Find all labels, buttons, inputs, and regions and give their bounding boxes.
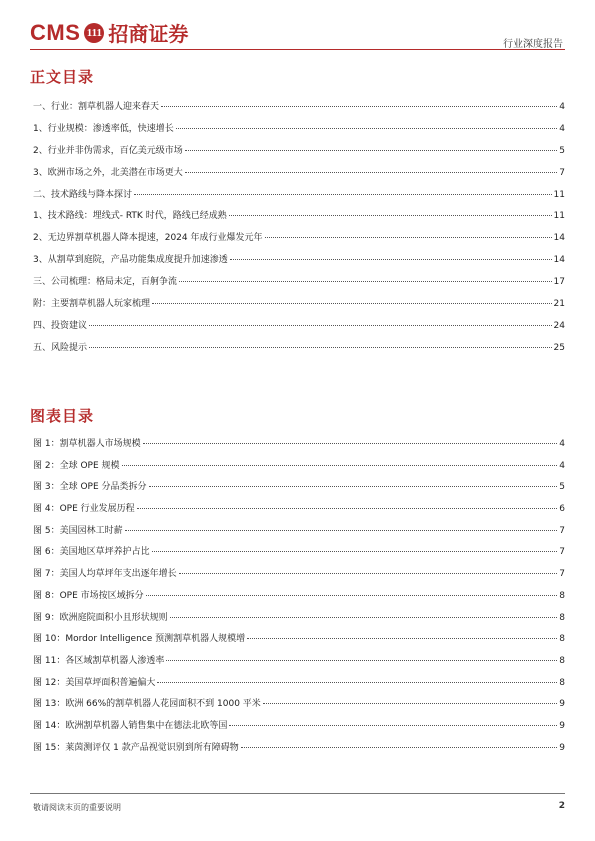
dot-leader [161, 106, 557, 107]
figure-entry-page: 4 [559, 439, 565, 449]
toc-entry-text: 3、从割草到庭院，产品功能集成度提升加速渗透 [33, 255, 228, 266]
figure-entry-page: 7 [559, 547, 565, 558]
dot-leader [134, 194, 552, 195]
footer-divider [30, 793, 565, 794]
toc-entry[interactable] [33, 208, 565, 230]
figure-entry-text: 图 14：欧洲割草机器人销售集中在德法北欧等国 [33, 720, 228, 731]
figure-entry[interactable] [33, 696, 565, 718]
figure-entry[interactable] [33, 740, 565, 762]
dot-leader [265, 237, 552, 238]
figure-entry-page: 7 [559, 569, 565, 580]
dot-leader [179, 281, 552, 282]
dot-leader [241, 747, 558, 748]
figure-entry-text: 图 6：美国地区草坪养护占比 [33, 547, 150, 558]
dot-leader [176, 128, 558, 129]
dot-leader [152, 303, 552, 304]
toc-entry-text: 五、风险提示 [33, 342, 88, 353]
toc-entry-page: 21 [553, 299, 565, 310]
figure-entry-page: 8 [559, 677, 565, 688]
toc-entry-text: 2、无边界割草机器人降本提速，2024 年成行业爆发元年 [33, 233, 263, 244]
toc-entry-text: 二、技术路线与降本探讨 [33, 189, 133, 200]
dot-leader [247, 638, 557, 639]
figure-entry-page: 9 [559, 699, 565, 710]
toc-entry-page: 7 [559, 167, 565, 178]
figures-title: 图表目录 [30, 407, 95, 425]
figure-entry-text: 图 12：美国草坪面积普遍偏大 [33, 677, 156, 688]
toc-entry[interactable] [33, 340, 565, 362]
figure-entry[interactable] [33, 566, 565, 588]
figure-entry[interactable] [33, 544, 565, 566]
figure-entry-page: 8 [559, 590, 565, 601]
toc-entry[interactable] [33, 318, 565, 340]
logo-latin-text: CMS [30, 19, 81, 45]
dot-leader [122, 465, 558, 466]
logo-badge-icon: 111 [84, 23, 104, 43]
figure-entry[interactable] [33, 436, 565, 458]
toc-entry[interactable] [33, 230, 565, 252]
toc-entry-page: 4 [559, 123, 565, 134]
page-header [30, 18, 565, 50]
toc-entry-page: 24 [553, 320, 565, 331]
figure-entry-text: 图 15：莱茵测评仅 1 款产品视觉识别到所有障碍物 [33, 742, 239, 753]
toc-entry[interactable] [33, 165, 565, 187]
figure-entry-text: 图 13：欧洲 66%的割草机器人花园面积不到 1000 平米 [33, 699, 261, 710]
figure-entry-text: 图 10：Mordor Intelligence 预测割草机器人规模增 [33, 634, 246, 645]
dot-leader [89, 347, 552, 348]
figure-entry-page: 7 [559, 525, 565, 536]
dot-leader [157, 682, 557, 683]
figure-entry[interactable] [33, 631, 565, 653]
dot-leader [229, 215, 552, 216]
toc-entry-text: 一、行业：割草机器人迎来春天 [33, 102, 160, 112]
figure-entry-text: 图 9：欧洲庭院面积小且形状规则 [33, 612, 168, 623]
figure-entry-text: 图 4：OPE 行业发展历程 [33, 504, 135, 515]
figure-entry-text: 图 8：OPE 市场按区域拆分 [33, 590, 144, 601]
toc-entry[interactable] [33, 99, 565, 121]
figure-entry[interactable] [33, 588, 565, 610]
figure-entry[interactable] [33, 523, 565, 545]
dot-leader [166, 660, 557, 661]
figure-entry[interactable] [33, 718, 565, 740]
figure-entry-page: 8 [559, 634, 565, 645]
figure-entry[interactable] [33, 675, 565, 697]
figure-entry[interactable] [33, 653, 565, 675]
toc-entry[interactable] [33, 187, 565, 209]
figure-entry-text: 图 7：美国人均草坪年支出逐年增长 [33, 569, 177, 580]
dot-leader [263, 703, 557, 704]
figure-entry[interactable] [33, 479, 565, 501]
figure-entry-page: 9 [559, 720, 565, 731]
dot-leader [230, 259, 552, 260]
dot-leader [89, 325, 552, 326]
figure-entry-page: 9 [559, 742, 565, 753]
figures-list [33, 436, 565, 761]
figure-entry-page: 8 [559, 612, 565, 623]
figure-entry-text: 图 5：美国园林工时薪 [33, 525, 123, 536]
toc-entry-text: 附：主要割草机器人玩家梳理 [33, 299, 151, 310]
logo-chinese-text: 招商证券 [108, 22, 189, 46]
toc-entry[interactable] [33, 252, 565, 274]
toc-entry[interactable] [33, 274, 565, 296]
figure-entry-text: 图 1：割草机器人市场规模 [33, 439, 141, 449]
toc-list [33, 99, 565, 362]
page-number: 2 [558, 801, 565, 811]
toc-entry-page: 14 [553, 255, 565, 266]
toc-entry-page: 5 [559, 145, 565, 156]
figure-entry-page: 8 [559, 655, 565, 666]
toc-entry-text: 三、公司梳理：格局未定，百舸争流 [33, 277, 178, 288]
figure-entry[interactable] [33, 458, 565, 480]
figure-entry-page: 6 [559, 504, 565, 515]
toc-entry-text: 2、行业并非伪需求，百亿美元级市场 [33, 145, 183, 156]
toc-entry-text: 1、技术路线：埋线式- RTK 时代，路线已经成熟 [33, 211, 227, 222]
dot-leader [149, 486, 558, 487]
dot-leader [229, 725, 557, 726]
toc-entry-page: 25 [553, 342, 565, 353]
dot-leader [137, 508, 558, 509]
figure-entry-text: 图 11：各区域割草机器人渗透率 [33, 655, 165, 666]
toc-entry-page: 17 [553, 277, 565, 288]
figure-entry[interactable] [33, 610, 565, 632]
cms-logo [30, 18, 188, 47]
toc-entry[interactable] [33, 143, 565, 165]
toc-entry-text: 3、欧洲市场之外，北美潜在市场更大 [33, 167, 183, 178]
toc-entry-page: 11 [553, 211, 565, 222]
toc-title: 正文目录 [30, 68, 95, 86]
toc-entry-page: 11 [553, 189, 565, 200]
toc-entry-page: 4 [559, 102, 565, 112]
dot-leader [170, 617, 558, 618]
figure-entry-text: 图 2：全球 OPE 规模 [33, 460, 120, 471]
footer-disclaimer: 敬请阅读末页的重要说明 [33, 803, 121, 812]
figure-entry-page: 4 [559, 460, 565, 471]
dot-leader [179, 573, 558, 574]
toc-entry-page: 14 [553, 233, 565, 244]
toc-entry[interactable] [33, 121, 565, 143]
toc-entry-text: 四、投资建议 [33, 320, 88, 331]
toc-entry-text: 1、行业规模：渗透率低，快速增长 [33, 123, 174, 134]
figure-entry-page: 5 [559, 482, 565, 493]
dot-leader [185, 172, 558, 173]
dot-leader [143, 443, 558, 444]
dot-leader [146, 595, 558, 596]
figure-entry-text: 图 3：全球 OPE 分品类拆分 [33, 482, 147, 493]
dot-leader [152, 551, 558, 552]
dot-leader [185, 150, 558, 151]
figure-entry[interactable] [33, 501, 565, 523]
dot-leader [125, 530, 558, 531]
toc-entry[interactable] [33, 296, 565, 318]
header-divider [30, 49, 565, 50]
report-type: 行业深度报告 [503, 39, 563, 50]
